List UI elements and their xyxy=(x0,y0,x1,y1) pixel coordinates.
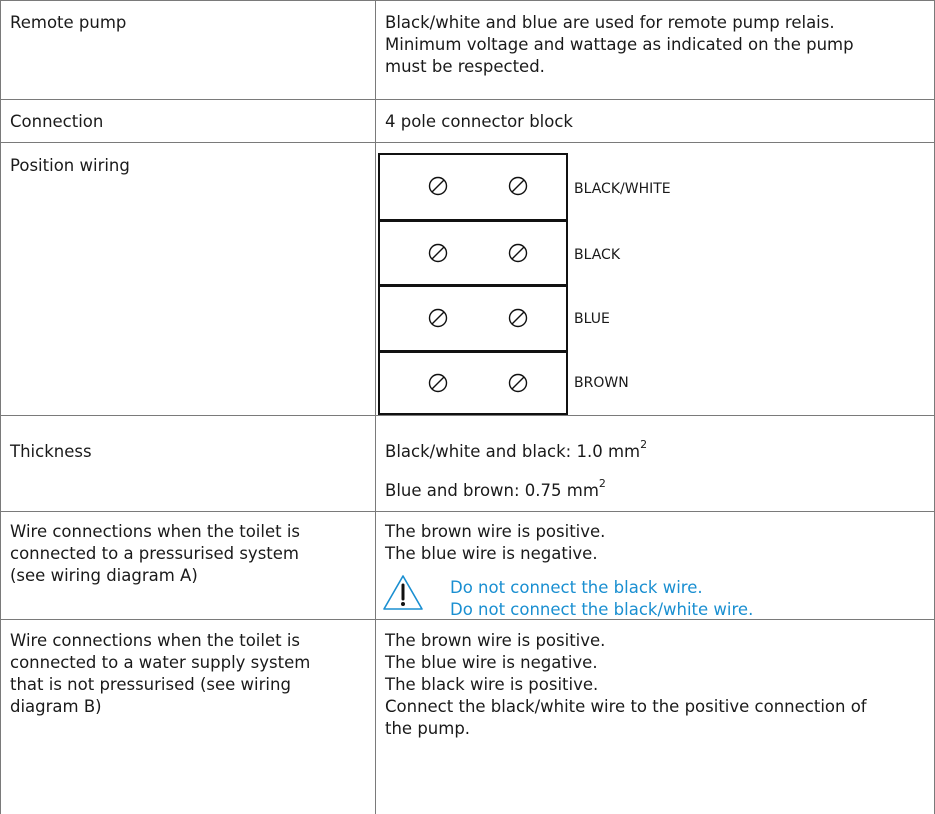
screw-terminal-icon xyxy=(508,373,528,393)
screw-terminal-icon xyxy=(508,308,528,328)
terminal-block-diagram xyxy=(378,153,568,415)
terminal-separator xyxy=(378,284,568,287)
screw-terminal-icon xyxy=(428,308,448,328)
terminal-separator xyxy=(378,219,568,222)
row-label-thickness: Thickness xyxy=(10,442,92,461)
warning-message: Do not connect the black wire. Do not connect the black/white wire. xyxy=(450,578,754,619)
row-value-thickness xyxy=(385,437,930,502)
row-label-connection: Connection xyxy=(10,112,104,131)
terminal-label-black: BLACK xyxy=(574,247,621,263)
table-border-top xyxy=(0,0,935,1)
row-value-connection: 4 pole connector block xyxy=(385,112,573,131)
screw-terminal-icon xyxy=(428,176,448,196)
screw-terminal-icon xyxy=(428,373,448,393)
row-label-position-wiring: Position wiring xyxy=(10,156,130,175)
terminal-separator xyxy=(378,350,568,353)
row-divider xyxy=(0,99,935,100)
row-value-remote-pump: Black/white and blue are used for remote pump relais. Minimum voltage and wattage as indicated on the pump must be respected. xyxy=(385,13,854,76)
row-label-remote-pump: Remote pump xyxy=(10,13,127,32)
row-label-not-pressurised: Wire connections when the toilet is connected to a water supply system that is not pressurised (see wiring diagram B) xyxy=(10,631,311,716)
terminal-label-black-white: BLACK/WHITE xyxy=(574,181,671,197)
table-border-left xyxy=(0,0,1,814)
row-divider xyxy=(0,415,935,416)
column-divider xyxy=(375,0,376,814)
row-divider xyxy=(0,511,935,512)
screw-terminal-icon xyxy=(428,243,448,263)
screw-terminal-icon xyxy=(508,176,528,196)
row-label-pressurised: Wire connections when the toilet is connected to a pressurised system (see wiring diagram A) xyxy=(10,522,301,585)
row-value-pressurised: The brown wire is positive. The blue wire is negative. xyxy=(385,522,606,563)
row-divider xyxy=(0,142,935,143)
screw-terminal-icon xyxy=(508,243,528,263)
terminal-label-brown: BROWN xyxy=(574,375,629,391)
thickness-blue-brown: Blue and brown: 0.75 $mm^2$ xyxy=(385,476,606,500)
thickness-black: Black/white and black: 1.0 $mm^2$ xyxy=(385,437,648,461)
warning-triangle-icon xyxy=(382,574,424,612)
terminal-label-blue: BLUE xyxy=(574,311,610,327)
row-value-not-pressurised: The brown wire is positive. The blue wire is negative. The black wire is positive. Connect the black/white wire to the positive connection of the pump. xyxy=(385,631,867,738)
